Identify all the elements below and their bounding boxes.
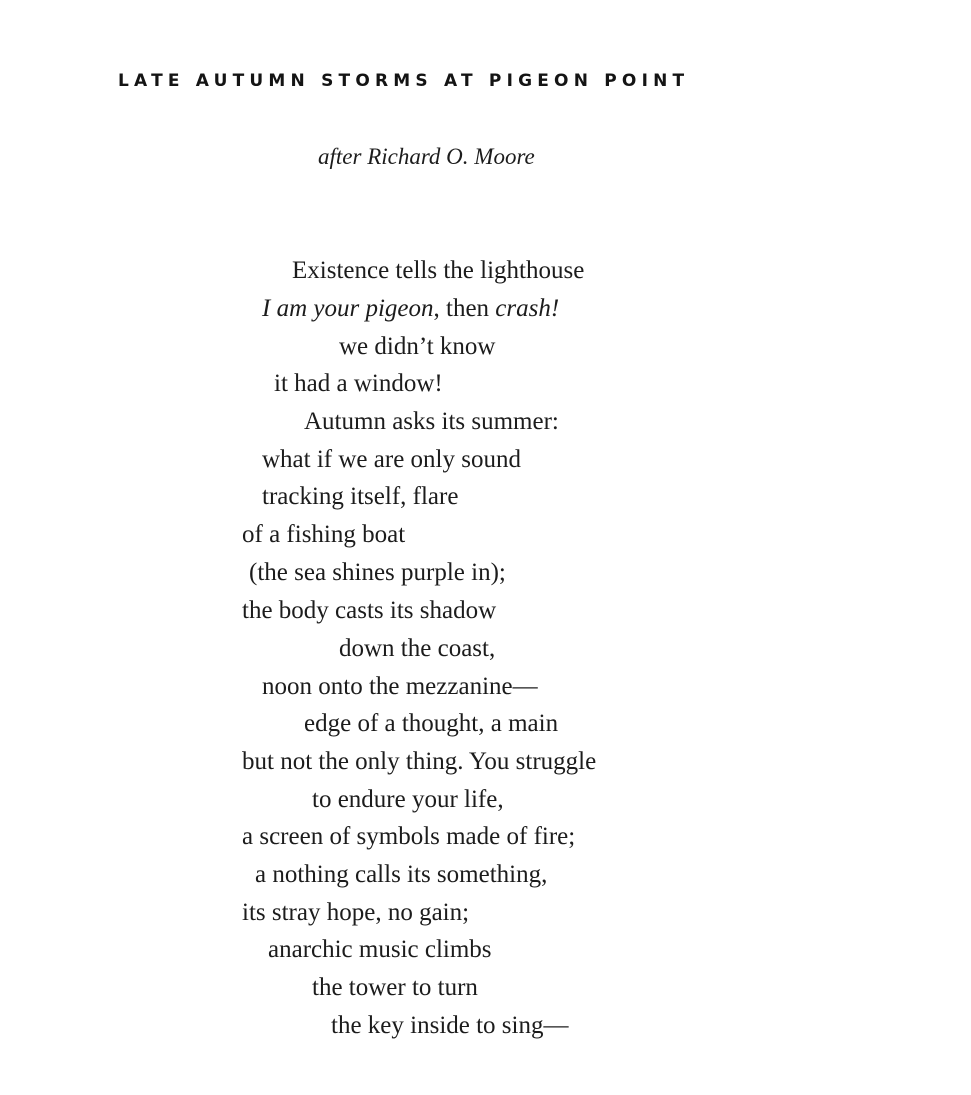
poem-line-8: of a fishing boat bbox=[242, 521, 406, 548]
poem-line-12: noon onto the mezzanine— bbox=[262, 673, 538, 700]
poem-line-3: we didn’t know bbox=[339, 333, 496, 360]
poem-line-20: the tower to turn bbox=[312, 974, 478, 1001]
poem-line-2-italic-a: I am your pigeon bbox=[262, 295, 434, 322]
poem-line-17: a nothing calls its something, bbox=[255, 861, 548, 888]
poem-dedication: after Richard O. Moore bbox=[318, 144, 535, 169]
poem-line-1: Existence tells the lighthouse bbox=[292, 257, 585, 284]
poem-line-4: it had a window! bbox=[274, 370, 443, 397]
poem-line-16: a screen of symbols made of fire; bbox=[242, 823, 576, 850]
poem-line-9: (the sea shines purple in); bbox=[249, 559, 506, 586]
poem-line-2 bbox=[262, 294, 559, 324]
poem-line-6: what if we are only sound bbox=[262, 446, 521, 473]
poem-line-7: tracking itself, flare bbox=[262, 483, 459, 510]
poem-line-2-italic-b: crash! bbox=[495, 295, 560, 322]
poem-title: LATE AUTUMN STORMS AT PIGEON POINT bbox=[118, 71, 690, 91]
poem-line-21: the key inside to sing— bbox=[331, 1012, 569, 1039]
poem-line-19: anarchic music climbs bbox=[268, 936, 492, 963]
poem-line-13: edge of a thought, a main bbox=[304, 710, 559, 737]
poem-line-14: but not the only thing. You struggle bbox=[242, 748, 597, 775]
poem-line-5: Autumn asks its summer: bbox=[304, 408, 559, 435]
poem-line-11: down the coast, bbox=[339, 635, 496, 662]
poem-line-10: the body casts its shadow bbox=[242, 597, 497, 624]
poem-line-15: to endure your life, bbox=[312, 786, 504, 813]
poem-line-18: its stray hope, no gain; bbox=[242, 899, 470, 926]
poem-line-2-plain: , then bbox=[433, 295, 496, 322]
